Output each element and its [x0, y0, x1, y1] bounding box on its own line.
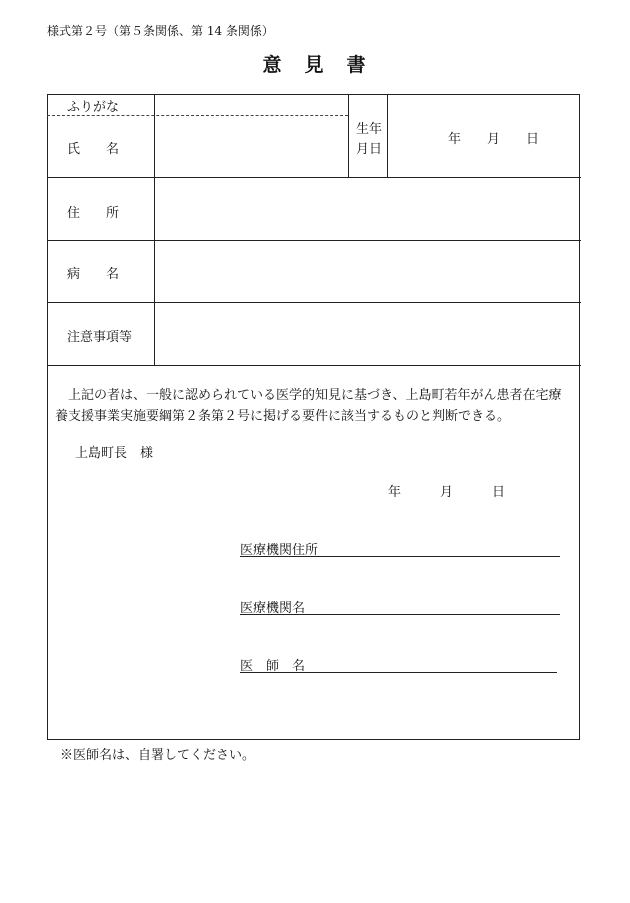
- row-divider-address-disease: [47, 240, 581, 241]
- birth-label-divider-left: [348, 94, 349, 177]
- birth-label-line2: 月日: [356, 142, 383, 157]
- furigana-separator: [47, 115, 348, 116]
- statement-line-2: 養支援事業実施要綱第２条第２号に掲げる要件に該当するものと判断できる。: [55, 409, 511, 424]
- label-column-divider: [154, 94, 155, 365]
- name-label: 氏 名: [67, 142, 120, 157]
- address-label: 住 所: [67, 206, 120, 221]
- institution-name-label: 医療機関名: [240, 601, 306, 616]
- institution-address-label: 医療機関住所: [240, 543, 319, 558]
- notes-label: 注意事項等: [67, 330, 133, 345]
- document-title: 意 見 書: [262, 54, 368, 76]
- row-divider-disease-notes: [47, 302, 581, 303]
- row-divider-notes-statement: [47, 365, 581, 366]
- addressee: 上島町長 様: [75, 446, 154, 461]
- row-divider-name-address: [47, 177, 581, 178]
- statement-line-1: 上記の者は、一般に認められている医学的知見に基づき、上島町若年がん患者在宅療: [68, 388, 562, 403]
- furigana-label: ふりがな: [67, 100, 120, 115]
- birth-label-line1: 生年: [356, 122, 383, 137]
- institution-address-line: [240, 556, 560, 557]
- disease-label: 病 名: [67, 267, 120, 282]
- birth-label-divider-right: [387, 94, 388, 177]
- birth-date-placeholder: 年 月 日: [448, 132, 540, 147]
- footnote: ※医師名は、自署してください。: [60, 748, 256, 763]
- doctor-name-line: [240, 672, 557, 673]
- statement-date: 年 月 日: [388, 485, 506, 500]
- form-number-note: 様式第２号（第５条関係、第 14 条関係）: [47, 24, 274, 38]
- doctor-name-label: 医 師 名: [240, 659, 306, 674]
- institution-name-line: [240, 614, 560, 615]
